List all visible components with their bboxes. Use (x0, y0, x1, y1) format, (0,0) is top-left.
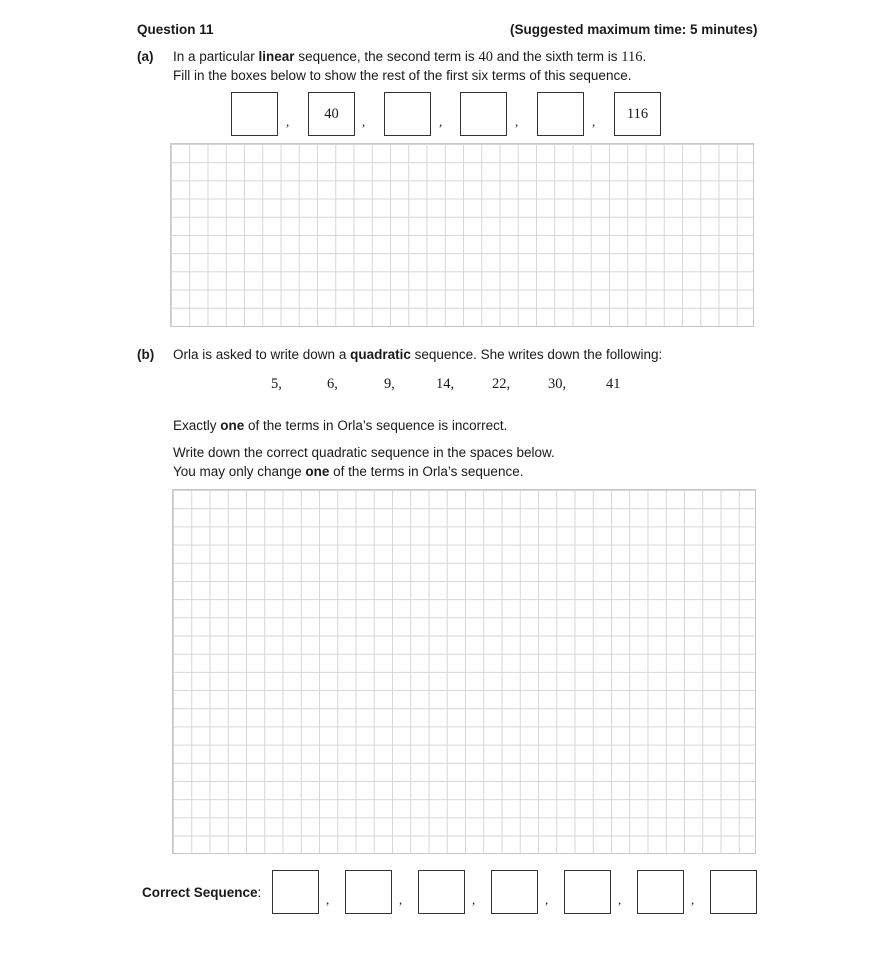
question-title: Question 11 (137, 22, 214, 37)
sixth-term-value: 116 (621, 49, 643, 65)
colon: : (257, 885, 262, 900)
write-instruction: Write down the correct quadratic sequence in the spaces below. (173, 445, 555, 460)
answer-box-2[interactable] (345, 870, 392, 914)
comma: , (515, 114, 519, 129)
working-grid-a[interactable] (170, 143, 754, 327)
part-b-text: Exactly (173, 418, 221, 433)
sequence-term: 22, (492, 376, 511, 392)
sequence-term: 9, (384, 376, 395, 392)
comma: , (691, 892, 695, 907)
sequence-term: 6, (327, 376, 338, 392)
part-b-text: of the terms in Orla’s sequence. (329, 464, 524, 479)
comma: , (362, 114, 366, 129)
answer-box-7[interactable] (710, 870, 757, 914)
incorrect-term-note (173, 418, 507, 433)
sequence-term: 30, (548, 376, 567, 392)
comma: , (286, 114, 290, 129)
sequence-term: 14, (436, 376, 455, 392)
answer-box-1[interactable] (272, 870, 319, 914)
answer-box-3[interactable] (418, 870, 465, 914)
part-a-line-1 (173, 49, 646, 66)
comma: , (439, 114, 443, 129)
answer-box-4[interactable] (491, 870, 538, 914)
comma: , (618, 892, 622, 907)
sequence-term: 41 (606, 376, 621, 392)
part-a-text: In a particular (173, 49, 259, 64)
suggested-time: (Suggested maximum time: 5 minutes) (510, 22, 758, 37)
one-keyword: one (305, 464, 330, 479)
part-a-text: and the sixth term is (492, 49, 622, 64)
part-b-line-1 (173, 347, 662, 362)
comma: , (472, 892, 476, 907)
term-3-box[interactable] (384, 92, 431, 136)
term-6-box[interactable]: 116 (614, 92, 661, 136)
part-a-line-2: Fill in the boxes below to show the rest of the first six terms of this sequence. (173, 68, 632, 83)
change-instruction (173, 464, 523, 479)
part-b-text: You may only change (173, 464, 306, 479)
answer-box-5[interactable] (564, 870, 611, 914)
second-term-value: 40 (478, 49, 493, 65)
term-2-box[interactable]: 40 (308, 92, 355, 136)
part-b-text: of the terms in Orla’s sequence is incorrect. (244, 418, 508, 433)
part-a-label: (a) (137, 49, 154, 64)
part-b-text: sequence. She writes down the following: (410, 347, 663, 362)
part-b-label: (b) (137, 347, 155, 362)
part-a-text: . (642, 49, 647, 64)
comma: , (592, 114, 596, 129)
part-b-text: Orla is asked to write down a (173, 347, 351, 362)
linear-keyword: linear (258, 49, 295, 64)
correct-sequence-label (142, 885, 261, 900)
correct-sequence-text: Correct Sequence (142, 885, 258, 900)
term-4-box[interactable] (460, 92, 507, 136)
working-grid-b[interactable] (172, 489, 756, 854)
term-1-box[interactable] (231, 92, 278, 136)
comma: , (399, 892, 403, 907)
quadratic-keyword: quadratic (350, 347, 411, 362)
one-keyword: one (220, 418, 245, 433)
term-5-box[interactable] (537, 92, 584, 136)
part-a-text: sequence, the second term is (294, 49, 479, 64)
answer-box-6[interactable] (637, 870, 684, 914)
sequence-term: 5, (271, 376, 282, 392)
comma: , (326, 892, 330, 907)
comma: , (545, 892, 549, 907)
